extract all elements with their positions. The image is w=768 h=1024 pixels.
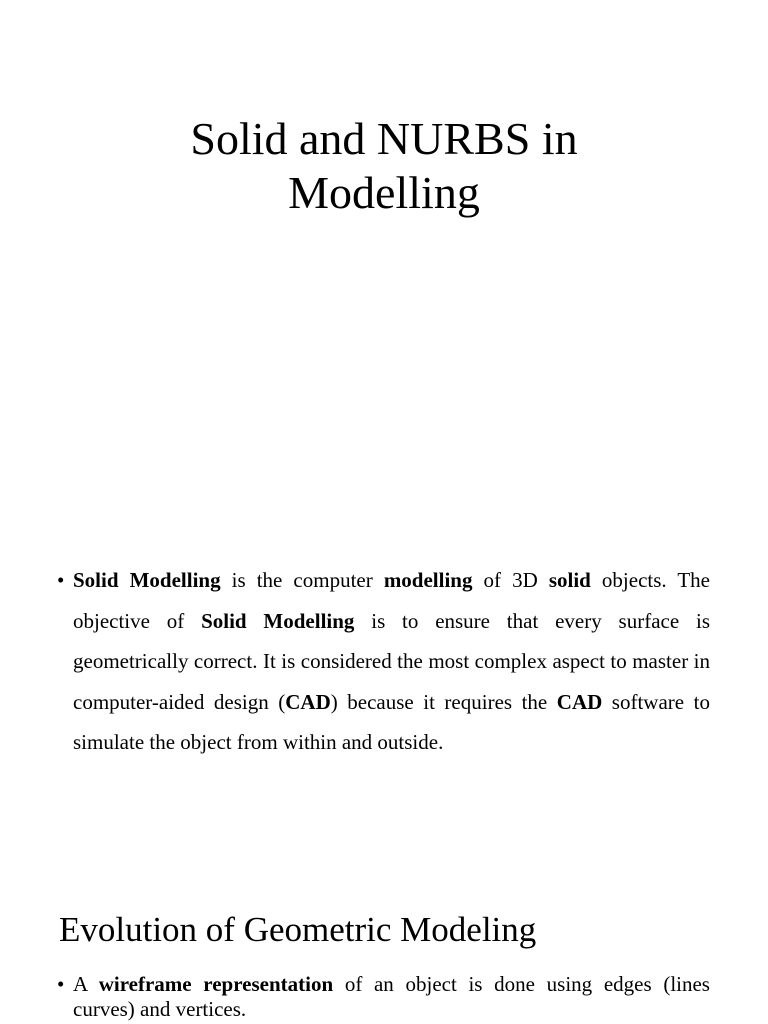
title-line-2: Modelling — [288, 167, 480, 218]
text-run: is the computer — [220, 568, 384, 592]
bold-term: solid — [548, 568, 591, 592]
text-run: is to ensure that every surface is geometrically correct. It is considered the most complex aspect to master in computer-aided design ( — [73, 608, 710, 714]
slide-title — [0, 112, 768, 220]
bold-term: Solid Modelling — [73, 568, 221, 592]
text-run: software to simulate the object from within and outside. — [73, 689, 710, 754]
text-run: of 3D — [472, 568, 549, 592]
solid-modelling-bullet-list — [57, 560, 710, 763]
bold-term: modelling — [383, 568, 473, 592]
bold-term: wireframe representation — [98, 972, 334, 996]
wireframe-bullet — [57, 972, 710, 1022]
text-run: objects. The objective of — [73, 568, 710, 633]
bold-term: Solid Modelling — [201, 608, 355, 633]
text-run: of an object is done using edges (lines curves) and vertices. — [73, 972, 710, 1021]
section-heading: Evolution of Geometric Modeling — [59, 910, 537, 949]
wireframe-bullet-list — [57, 972, 710, 1022]
text-run: A — [73, 972, 99, 996]
solid-modelling-bullet — [57, 560, 710, 763]
bold-term: CAD — [556, 689, 603, 714]
bullet-icon: • — [57, 568, 65, 592]
text-run: ) because it requires the — [330, 689, 557, 714]
bullet-icon: • — [57, 972, 65, 996]
bold-term: CAD — [285, 689, 331, 714]
title-line-1: Solid and NURBS in — [190, 113, 578, 164]
